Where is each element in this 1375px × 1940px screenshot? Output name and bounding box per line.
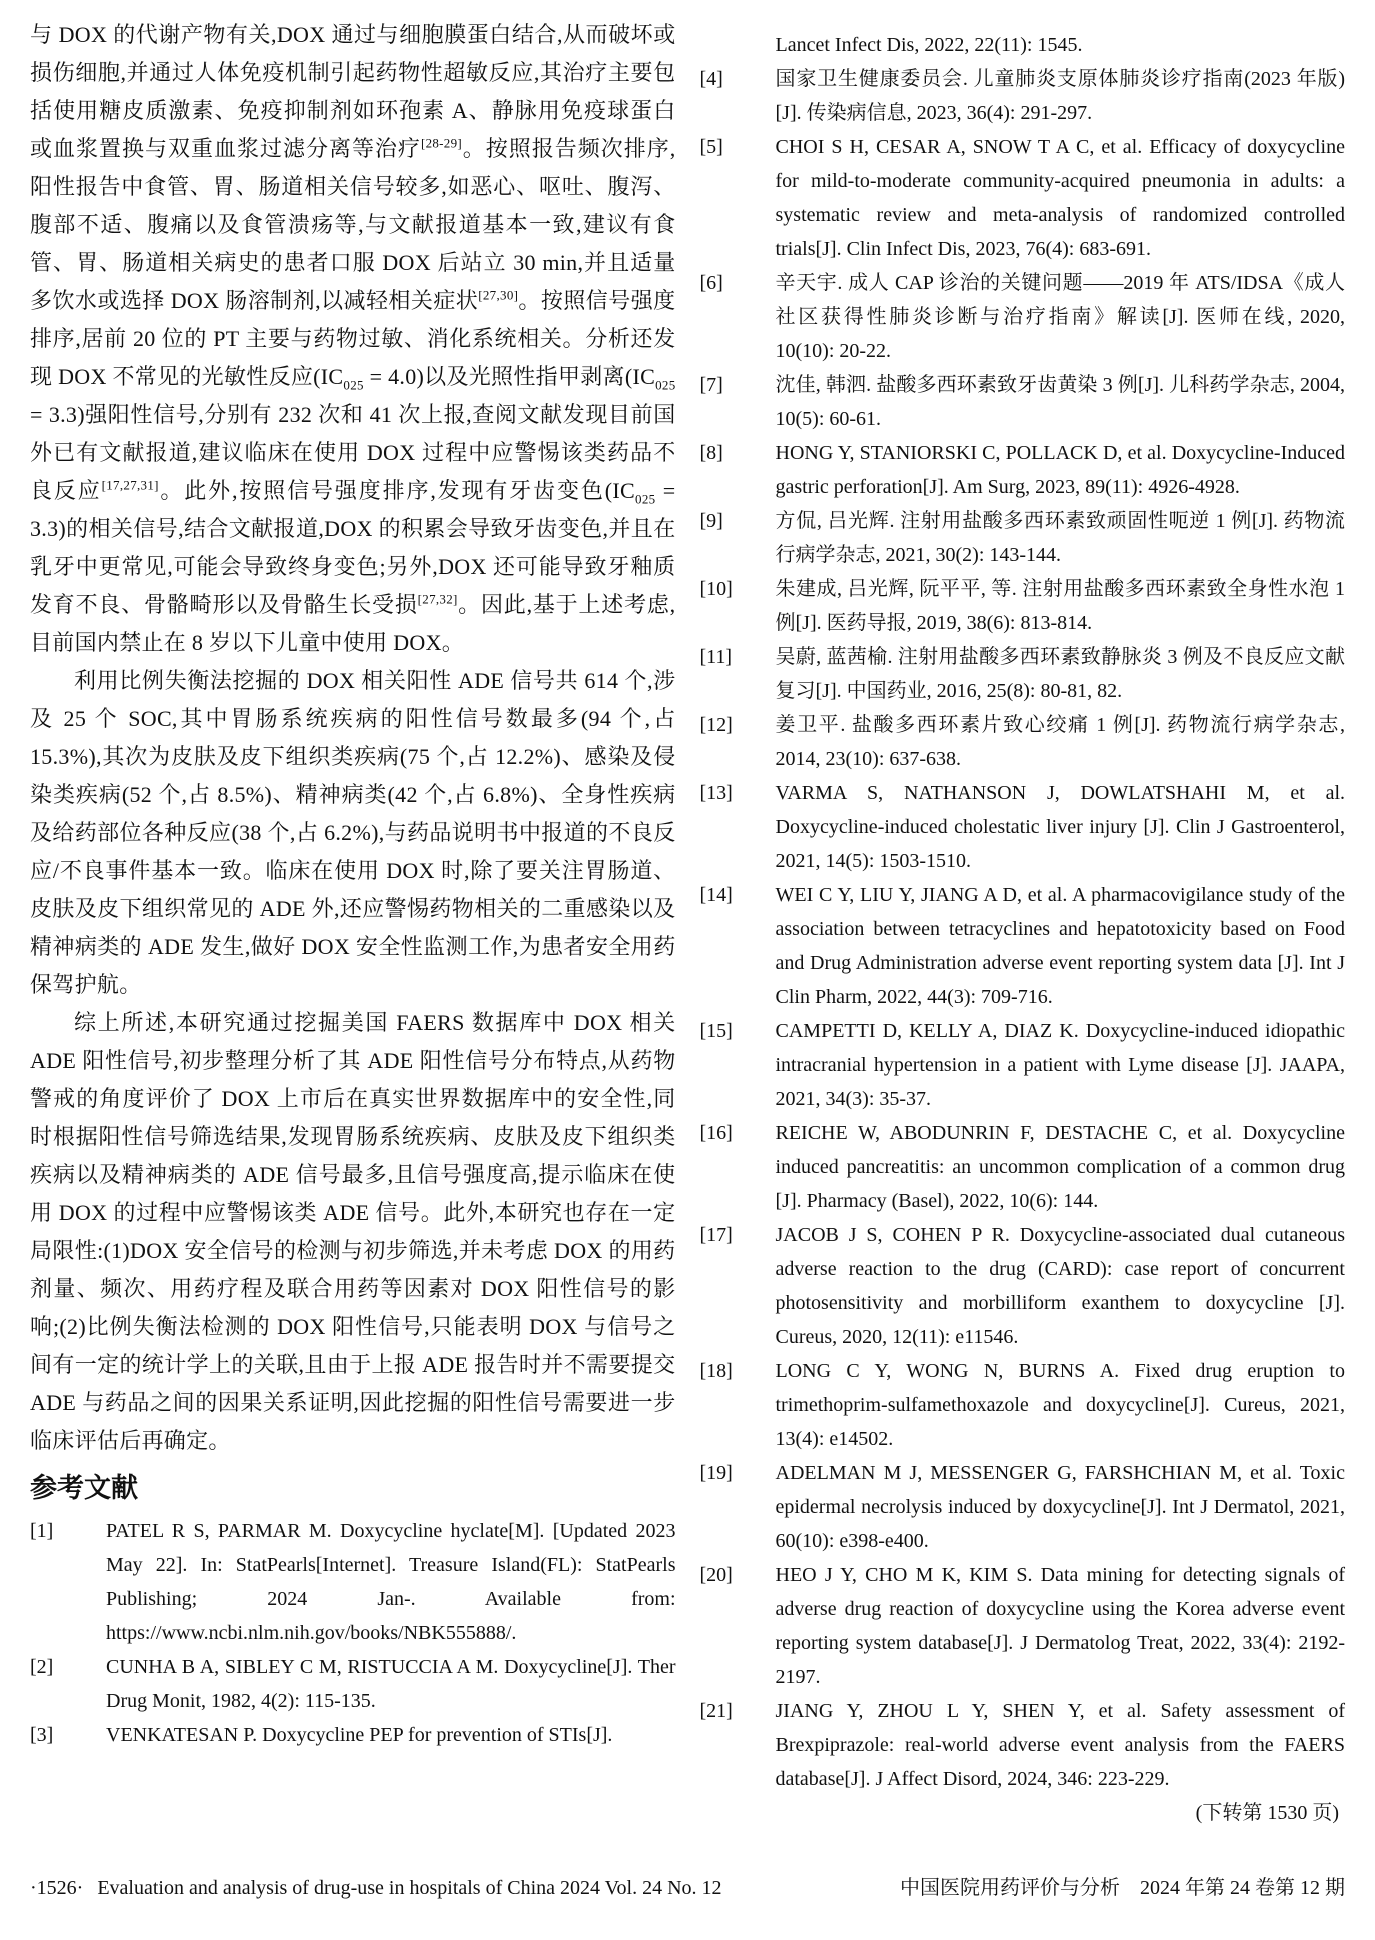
reference-number: [11] (699, 646, 733, 668)
reference-text: WEI C Y, LIU Y, JIANG A D, et al. A pharmacovigilance study of the association between tetracyclines and hepatotoxicity based on Food and Drug Administration adverse event reporting system data [J]. Int J Clin Pharm, 2022, 44(3): 709-716. (775, 884, 1345, 1008)
reference-item (700, 878, 1346, 1014)
reference-number: [16] (699, 1122, 733, 1144)
reference-number: [3] (30, 1724, 54, 1746)
reference-number: [6] (699, 272, 723, 294)
reference-item (700, 640, 1346, 708)
reference-text: 吴蔚, 蓝茜榆. 注射用盐酸多西环素致静脉炎 3 例及不良反应文献复习[J]. 中国药业, 2016, 25(8): 80-81, 82. (775, 646, 1345, 702)
reference-item (700, 1218, 1346, 1354)
reference-text: Lancet Infect Dis, 2022, 22(11): 1545. (775, 34, 1083, 56)
reference-text: 辛天宇. 成人 CAP 诊治的关键问题——2019 年 ATS/IDSA《成人社区获得性肺炎诊断与治疗指南》解读[J]. 医师在线, 2020, 10(10): 20-22. (775, 272, 1345, 362)
reference-number: [2] (30, 1656, 54, 1678)
reference-item (700, 708, 1346, 776)
page-footer (30, 1871, 1345, 1900)
reference-text: JACOB J S, COHEN P R. Doxycycline-associated dual cutaneous adverse reaction to the drug (CARD): case report of concurrent photosensitivity and morbilliform exanthem to doxycycline [J]. Cureus, 2020, 12(11): e11546. (775, 1224, 1345, 1348)
reference-item (700, 62, 1346, 130)
reference-text: CHOI S H, CESAR A, SNOW T A C, et al. Efficacy of doxycycline for mild-to-moderate community-acquired pneumonia in adults: a systematic review and meta-analysis of randomized controlled trials[J]. Clin Infect Dis, 2023, 76(4): 683-691. (775, 136, 1345, 260)
reference-number: [20] (699, 1564, 733, 1586)
reference-number: [18] (699, 1360, 733, 1382)
body-paragraphs (30, 16, 676, 1460)
body-paragraph: 综上所述,本研究通过挖掘美国 FAERS 数据库中 DOX 相关 ADE 阳性信号,初步整理分析了其 ADE 阳性信号分布特点,从药物警戒的角度评价了 DOX 上市后在真实世界数据库中的安全性,同时根据阳性信号筛选结果,发现胃肠系统疾病、皮肤及皮下组织类疾病以及精神病类的 ADE 信号最多,且信号强度高,提示临床在使用 DOX 的过程中应警惕该类 ADE 信号。此外,本研究也存在一定局限性:(1)DOX 安全信号的检测与初步筛选,并未考虑 DOX 的用药剂量、频次、用药疗程及联合用药等因素对 DOX 阳性信号的影响;(2)比例失衡法检测的 DOX 阳性信号,只能表明 DOX 与信号之间有一定的统计学上的关联,且由于上报 ADE 报告时并不需要提交 ADE 与药品之间的因果关系证明,因此挖掘的阳性信号需要进一步临床评估后再确定。 (30, 1010, 676, 1453)
reference-item (700, 776, 1346, 878)
reference-item (700, 1354, 1346, 1456)
reference-item (30, 1718, 676, 1752)
reference-number: [7] (699, 374, 723, 396)
reference-text: JIANG Y, ZHOU L Y, SHEN Y, et al. Safety assessment of Brexpiprazole: real-world adverse event analysis from the FAERS database[J]. J Affect Disord, 2024, 346: 223-229. (775, 1700, 1345, 1790)
page-number: ·1526· (30, 1877, 84, 1899)
subscript-text: 025 (343, 377, 364, 393)
subscript-text: 025 (655, 377, 676, 393)
reference-text: 方侃, 吕光辉. 注射用盐酸多西环素致顽固性呃逆 1 例[J]. 药物流行病学杂志, 2021, 30(2): 143-144. (775, 510, 1345, 566)
continued-on-note: (下转第 1530 页) (1195, 1802, 1339, 1824)
reference-item (700, 504, 1346, 572)
reference-number: [5] (699, 136, 723, 158)
reference-text: LONG C Y, WONG N, BURNS A. Fixed drug eruption to trimethoprim-sulfamethoxazole and doxycycline[J]. Cureus, 2021, 13(4): e14502. (775, 1360, 1345, 1450)
body-paragraph: 与 DOX 的代谢产物有关,DOX 通过与细胞膜蛋白结合,从而破坏或损伤细胞,并通过人体免疫机制引起药物性超敏反应,其治疗主要包括使用糖皮质激素、免疫抑制剂如环孢素 A、静脉用免疫球蛋白或血浆置换与双重血浆过滤分离等治疗[28-29]。按照报告频次排序,阳性报告中食管、胃、肠道相关信号较多,如恶心、呕吐、腹泻、腹部不适、腹痛以及食管溃疡等,与文献报道基本一致,建议有食管、胃、肠道相关病史的患者口服 DOX 后站立 30 min,并且适量多饮水或选择 DOX 肠溶制剂,以减轻相关症状[27,30]。按照信号强度排序,居前 20 位的 PT 主要与药物过敏、消化系统相关。分析还发现 DOX 不常见的光敏性反应$(IC_{025} = 4.0)$以及光照性指甲剥离$(IC_{025} = 3.3)$强阳性信号,分别有 232 次和 41 次上报,查阅文献发现目前国外已有文献报道,建议临床在使用 DOX 过程中应警惕该类药品不良反应[17,27,31]。此外,按照信号强度排序,发现有牙齿变色$(IC_{025} = 3.3)$的相关信号,结合文献报道,DOX 的积累会导致牙齿变色,并且在乳牙中更常见,可能会导致终身变色;另外,DOX 还可能导致牙釉质发育不良、骨骼畸形以及骨骼生长受损[27,32]。因此,基于上述考虑,目前国内禁止在 8 岁以下儿童中使用 DOX。 (30, 22, 676, 655)
reference-number: [10] (699, 578, 733, 600)
reference-number: [15] (699, 1020, 733, 1042)
reference-number: [19] (699, 1462, 733, 1484)
citation-superscript: [28-29] (420, 135, 463, 151)
reference-item (700, 1694, 1346, 1796)
reference-text: HONG Y, STANIORSKI C, POLLACK D, et al. Doxycycline-Induced gastric perforation[J]. Am Surg, 2023, 89(11): 4926-4928. (775, 442, 1345, 498)
references-list-left (30, 1514, 676, 1752)
reference-number: [13] (699, 782, 733, 804)
reference-item (30, 1514, 676, 1650)
citation-superscript: [17,27,31] (101, 477, 159, 493)
reference-text: CUNHA B A, SIBLEY C M, RISTUCCIA A M. Doxycycline[J]. Ther Drug Monit, 1982, 4(2): 115-135. (106, 1656, 676, 1712)
references-list-right (700, 16, 1346, 1796)
reference-number: [21] (699, 1700, 733, 1722)
reference-text: ADELMAN M J, MESSENGER G, FARSHCHIAN M, et al. Toxic epidermal necrolysis induced by doxycycline[J]. Int J Dermatol, 2021, 60(10): e398-e400. (775, 1462, 1345, 1552)
reference-text: 沈佳, 韩泗. 盐酸多西环素致牙齿黄染 3 例[J]. 儿科药学杂志, 2004, 10(5): 60-61. (775, 374, 1345, 430)
footer-journal-english: Evaluation and analysis of drug-use in hospitals of China 2024 Vol. 24 No. 12 (97, 1877, 722, 1899)
reference-number: [1] (30, 1520, 54, 1542)
footer-left (30, 1877, 722, 1900)
reference-item (30, 1650, 676, 1718)
reference-text: CAMPETTI D, KELLY A, DIAZ K. Doxycycline-induced idiopathic intracranial hypertension in a patient with Lyme disease [J]. JAAPA, 2021, 34(3): 35-37. (775, 1020, 1345, 1110)
body-paragraph: 利用比例失衡法挖掘的 DOX 相关阳性 ADE 信号共 614 个,涉及 25 个 SOC,其中胃肠系统疾病的阳性信号数最多(94 个,占 15.3%),其次为皮肤及皮下组织类疾病(75 个,占 12.2%)、感染及侵染类疾病(52 个,占 8.5%)、精神病类(42 个,占 6.8%)、全身性疾病及给药部位各种反应(38 个,占 6.2%),与药品说明书中报道的不良反应/不良事件基本一致。临床在使用 DOX 时,除了要关注胃肠道、皮肤及皮下组织常见的 ADE 外,还应警惕药物相关的二重感染以及精神病类的 ADE 发生,做好 DOX 安全性监测工作,为患者安全用药保驾护航。 (30, 668, 676, 997)
left-column (30, 16, 676, 1830)
reference-item (700, 368, 1346, 436)
reference-number: [14] (699, 884, 733, 906)
references-heading: 参考文献 (30, 1473, 138, 1503)
reference-item (700, 130, 1346, 266)
reference-item (700, 1558, 1346, 1694)
reference-number: [4] (699, 68, 723, 90)
reference-text: 姜卫平. 盐酸多西环素片致心绞痛 1 例[J]. 药物流行病学杂志, 2014, 23(10): 637-638. (775, 714, 1345, 770)
reference-text: VENKATESAN P. Doxycycline PEP for prevention of STIs[J]. (106, 1724, 613, 1746)
reference-number (700, 28, 776, 62)
reference-text: 国家卫生健康委员会. 儿童肺炎支原体肺炎诊疗指南(2023 年版)[J]. 传染病信息, 2023, 36(4): 291-297. (775, 68, 1345, 124)
citation-superscript: [27,30] (478, 287, 519, 303)
reference-text: HEO J Y, CHO M K, KIM S. Data mining for detecting signals of adverse drug reaction of doxycycline using the Korea adverse event reporting system database[J]. J Dermatolog Treat, 2022, 33(4): 2192-2197. (775, 1564, 1345, 1688)
subscript-text: 025 (635, 491, 656, 507)
footer-journal-chinese: 中国医院用药评价与分析 2024 年第 24 卷第 12 期 (900, 1877, 1345, 1899)
reference-text: 朱建成, 吕光辉, 阮平平, 等. 注射用盐酸多西环素致全身性水泡 1 例[J]. 医药导报, 2019, 38(6): 813-814. (775, 578, 1345, 634)
reference-item (700, 436, 1346, 504)
reference-text: REICHE W, ABODUNRIN F, DESTACHE C, et al. Doxycycline induced pancreatitis: an uncommon complication of a common drug [J]. Pharmacy (Basel), 2022, 10(6): 144. (775, 1122, 1345, 1212)
right-column (700, 16, 1346, 1830)
reference-item (700, 1456, 1346, 1558)
reference-item (700, 572, 1346, 640)
reference-number: [8] (699, 442, 723, 464)
reference-item (700, 28, 1346, 62)
reference-number: [12] (699, 714, 733, 736)
citation-superscript: [27,32] (417, 591, 458, 607)
reference-text: VARMA S, NATHANSON J, DOWLATSHAHI M, et al. Doxycycline-induced cholestatic liver injury [J]. Clin J Gastroenterol, 2021, 14(5): 1503-1510. (775, 782, 1345, 872)
reference-number: [9] (699, 510, 723, 532)
reference-text: PATEL R S, PARMAR M. Doxycycline hyclate[M]. [Updated 2023 May 22]. In: StatPearls[Internet]. Treasure Island(FL): StatPearls Publishing; 2024 Jan-. Available from: https://www.ncbi.nlm.nih.gov/books/NBK555888/. (106, 1520, 676, 1644)
reference-item (700, 1116, 1346, 1218)
reference-item (700, 266, 1346, 368)
reference-item (700, 1014, 1346, 1116)
reference-number: [17] (699, 1224, 733, 1246)
